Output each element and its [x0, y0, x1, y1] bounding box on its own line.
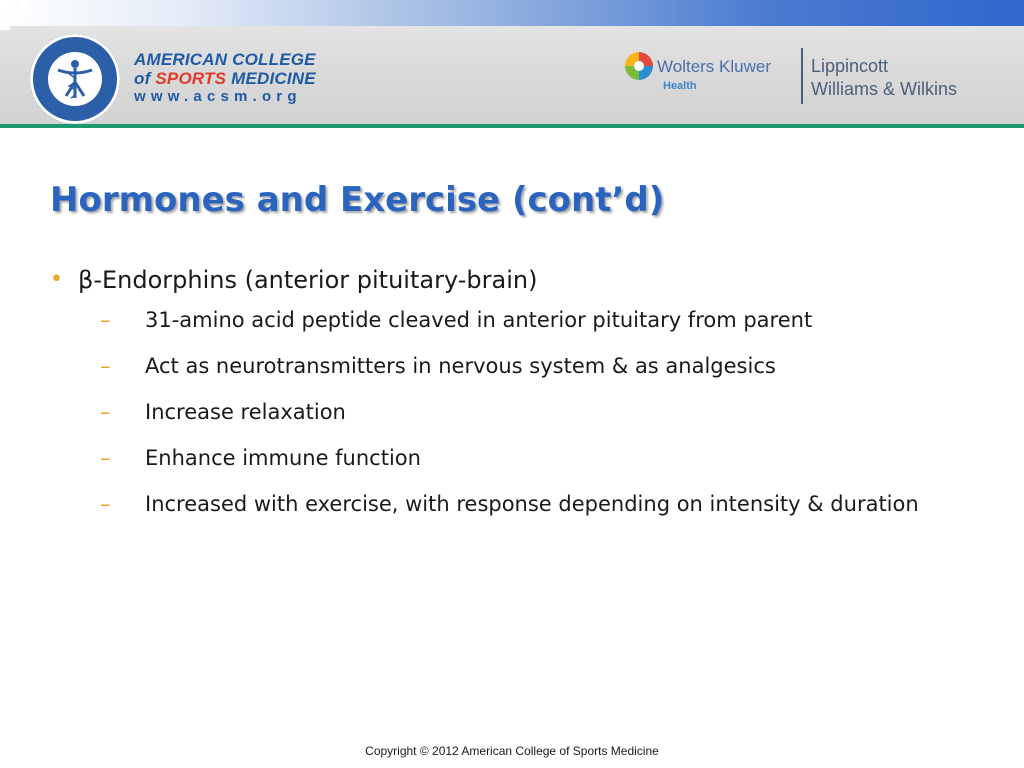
sub-bullet-item — [50, 491, 985, 518]
lww-line1: Lippincott — [811, 56, 889, 76]
bullet-marker: • — [50, 267, 63, 292]
slide-body — [50, 265, 1000, 537]
bullet-text: β-Endorphins (anterior pituitary-brain) — [78, 266, 538, 294]
dash-marker: – — [100, 308, 111, 332]
slide-header — [0, 0, 1024, 126]
checker-square — [20, 0, 30, 10]
acsm-name-line1: AMERICAN COLLEGE — [134, 50, 316, 69]
acsm-of: of — [134, 69, 156, 88]
wk-name: Wolters Kluwer — [657, 57, 771, 76]
sub-bullet-text: Increase relaxation — [145, 400, 346, 424]
dash-marker: – — [100, 354, 111, 378]
sub-bullet-text: Act as neurotransmitters in nervous system & as analgesics — [145, 354, 776, 378]
sub-bullet-text: 31-amino acid peptide cleaved in anterior pituitary from parent — [145, 308, 813, 332]
bullet-item — [50, 265, 1000, 295]
lww-line2: Williams & Wilkins — [811, 79, 957, 99]
checker-square — [0, 20, 10, 30]
sub-bullet-item — [50, 445, 985, 472]
dash-marker: – — [100, 492, 111, 516]
slide-title: Hormones and Exercise (cont’d) — [50, 180, 665, 220]
sub-bullet-item — [50, 307, 985, 334]
sub-bullet-text: Enhance immune function — [145, 446, 421, 470]
sub-bullet-item — [50, 399, 985, 426]
acsm-wordmark — [134, 50, 316, 106]
wk-globe-icon — [625, 52, 653, 80]
acsm-medicine: MEDICINE — [226, 69, 316, 88]
acsm-name-line2 — [134, 69, 316, 88]
wk-health: Health — [663, 80, 697, 92]
logo-divider — [801, 48, 803, 104]
publisher-logo — [625, 48, 995, 108]
dash-marker: – — [100, 446, 111, 470]
acsm-url: www.acsm.org — [134, 88, 302, 105]
dash-marker: – — [100, 400, 111, 424]
caduceus-figure-icon — [48, 52, 102, 106]
copyright-text: Copyright © 2012 American College of Sports Medicine — [365, 744, 659, 758]
sub-bullet-item — [50, 353, 985, 380]
header-rule — [0, 124, 1024, 128]
checker-square — [0, 0, 10, 10]
slide-footer — [0, 744, 1024, 758]
checker-square — [10, 10, 20, 20]
sub-bullet-list — [50, 307, 1000, 518]
top-gradient-band — [0, 0, 1024, 26]
sub-bullet-text: Increased with exercise, with response depending on intensity & duration — [145, 492, 919, 516]
acsm-seal-icon — [30, 34, 120, 124]
acsm-sports: SPORTS — [155, 69, 227, 88]
